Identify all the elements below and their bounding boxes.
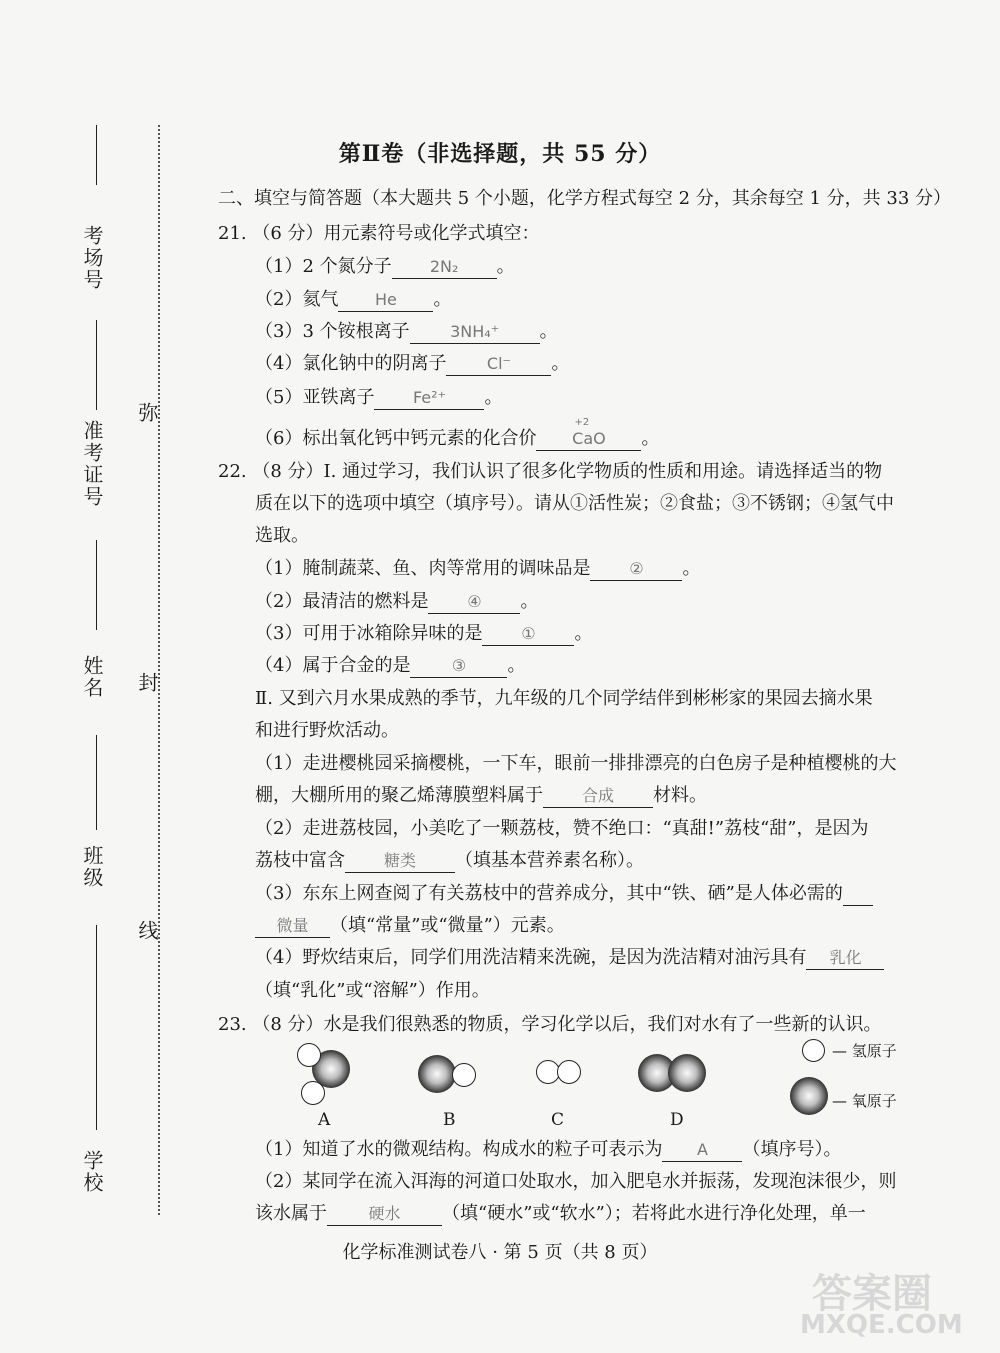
oxygen-atom <box>668 1054 706 1092</box>
q21-answer-2[interactable]: He <box>338 290 433 312</box>
margin-rule <box>96 540 97 630</box>
q22-sub1-line-1: （1）走进樱桃园采摘樱桃，一下车，眼前一排排漂亮的白色房子是种植樱桃的大 <box>255 753 897 774</box>
q22-line-2: 质在以下的选项中填空（填序号）。请从①活性炭；②食盐；③不锈钢；④氢气中 <box>255 493 894 514</box>
hydrogen-atom <box>301 1081 325 1105</box>
hydrogen-atom <box>297 1043 321 1067</box>
q22-item-2: （2）最清洁的燃料是 ④ 。 <box>255 591 539 612</box>
q22-sub4-line-2: （填“乳化”或“溶解”）作用。 <box>255 980 490 1001</box>
q22-item-3: （3）可用于冰箱除异味的是 ① 。 <box>255 623 593 644</box>
q22-sub3-line-1: （3）东东上网查阅了有关荔枝中的营养成分，其中“铁、硒”是人体必需的 <box>255 882 873 906</box>
q22-part2-line-2: 和进行野炊活动。 <box>255 720 399 741</box>
admission-number-label: 准考证号 <box>80 420 104 508</box>
q22-part2-line-1: Ⅱ. 又到六月水果成熟的季节，九年级的几个同学结伴到彬彬家的果园去摘水果 <box>255 688 873 709</box>
q21-answer-5[interactable]: Fe²⁺ <box>374 388 484 410</box>
page-footer: 化学标准测试卷八 · 第 5 页（共 8 页） <box>342 1242 658 1263</box>
q21-answer-1[interactable]: 2N₂ <box>392 257 497 279</box>
watermark-url: MXQE.COM <box>800 1310 963 1340</box>
q21-item-3: （3）3 个铵根离子 3NH₄⁺ 。 <box>255 321 558 342</box>
hydrogen-atom <box>452 1063 476 1087</box>
q22-sub3-line-2: 微量 （填“常量”或“微量”）元素。 <box>255 914 565 938</box>
q22-sub3-answer[interactable]: 微量 <box>255 916 330 938</box>
q21-answer-3[interactable]: 3NH₄⁺ <box>410 322 540 344</box>
q22-sub4-answer[interactable]: 乳化 <box>806 948 884 970</box>
q22-sub4-line-1: （4）野炊结束后，同学们用洗洁精来洗碗，是因为洗洁精对油污具有 乳化 <box>255 946 884 970</box>
seal-char-3: 线 <box>135 920 159 942</box>
q21-item-4: （4）氯化钠中的阴离子 Cl⁻ 。 <box>255 353 570 374</box>
hydrogen-atom <box>557 1060 581 1084</box>
margin-rule <box>96 320 97 410</box>
seal-char-1: 弥 <box>135 402 159 424</box>
option-b-label: B <box>443 1110 456 1130</box>
q22-answer-1[interactable]: ② <box>590 559 682 581</box>
q21-item-5: （5）亚铁离子 Fe²⁺ 。 <box>255 387 503 408</box>
class-label: 班级 <box>80 845 104 889</box>
exam-room-label: 考场号 <box>80 225 104 291</box>
q23-sub1: （1）知道了水的微观结构。构成水的粒子可表示为 A （填序号）。 <box>255 1139 842 1160</box>
margin-rule <box>96 925 97 1130</box>
option-c-label: C <box>551 1110 565 1130</box>
q22-line-1: 22. （8 分）Ⅰ. 通过学习，我们认识了很多化学物质的性质和用途。请选择适当的物 <box>218 461 883 482</box>
paper-title: 第Ⅱ卷（非选择题，共 55 分） <box>338 141 662 167</box>
school-label: 学校 <box>80 1150 104 1194</box>
q23-sub2-line-2: 该水属于 硬水 （填“硬水”或“软水”）；若将此水进行净化处理，单一 <box>255 1203 866 1224</box>
q23-sub1-answer[interactable]: A <box>662 1140 742 1162</box>
q22-sub2-line-1: （2）走进荔枝园，小美吃了一颗荔枝，赞不绝口：“真甜!”荔枝“甜”，是因为 <box>255 818 869 839</box>
q22-answer-4[interactable]: ③ <box>410 656 507 678</box>
legend-oxygen-label: — 氧原子 <box>832 1092 897 1110</box>
seal-char-2: 封 <box>135 672 159 694</box>
legend-hydrogen-label: — 氢原子 <box>832 1042 897 1060</box>
q22-item-4: （4）属于合金的是 ③ 。 <box>255 655 526 676</box>
q22-line-3: 选取。 <box>255 525 309 546</box>
legend-hydrogen-icon <box>802 1039 825 1062</box>
q21-stem: 21. （6 分）用元素符号或化学式填空： <box>218 223 540 244</box>
q22-sub1-answer[interactable]: 合成 <box>543 786 653 808</box>
seal-dotted-line <box>158 125 160 1215</box>
watermark-logo: 答案圈 <box>812 1271 932 1317</box>
q22-item-1: （1）腌制蔬菜、鱼、肉等常用的调味品是 ② 。 <box>255 558 701 579</box>
q21-answer-6[interactable]: +2 CaO <box>536 429 641 451</box>
q22-sub2-line-2: 荔枝中富含 糖类 （填基本营养素名称）。 <box>255 850 644 871</box>
q21-item-6: （6）标出氧化钙中钙元素的化合价 +2 CaO 。 <box>255 417 660 449</box>
option-a-label: A <box>318 1110 331 1130</box>
valence-mark: +2 <box>574 417 590 428</box>
section-header: 二、填空与简答题（本大题共 5 个小题，化学方程式每空 2 分，其余每空 1 分，共 33 分） <box>218 188 952 209</box>
name-label: 姓名 <box>80 655 104 699</box>
q23-sub2-answer[interactable]: 硬水 <box>327 1204 442 1226</box>
oxygen-atom <box>418 1055 456 1093</box>
q23-stem: 23. （8 分）水是我们很熟悉的物质，学习化学以后，我们对水有了一些新的认识。 <box>218 1014 882 1035</box>
option-d-label: D <box>670 1110 684 1130</box>
q23-sub2-line-1: （2）某同学在流入洱海的河道口处取水，加入肥皂水并振荡，发现泡沫很少，则 <box>255 1171 897 1192</box>
q21-item-2: （2）氦气 He 。 <box>255 289 452 310</box>
q21-item-1: （1）2 个氮分子 2N₂ 。 <box>255 256 515 277</box>
q22-sub1-line-2: 棚，大棚所用的聚乙烯薄膜塑料属于 合成 材料。 <box>255 785 707 806</box>
margin-rule <box>96 735 97 830</box>
q21-answer-4[interactable]: Cl⁻ <box>446 354 551 376</box>
legend-oxygen-icon <box>790 1077 828 1115</box>
q22-answer-3[interactable]: ① <box>482 624 574 646</box>
q22-sub2-answer[interactable]: 糖类 <box>345 851 455 873</box>
q22-answer-2[interactable]: ④ <box>428 592 520 614</box>
